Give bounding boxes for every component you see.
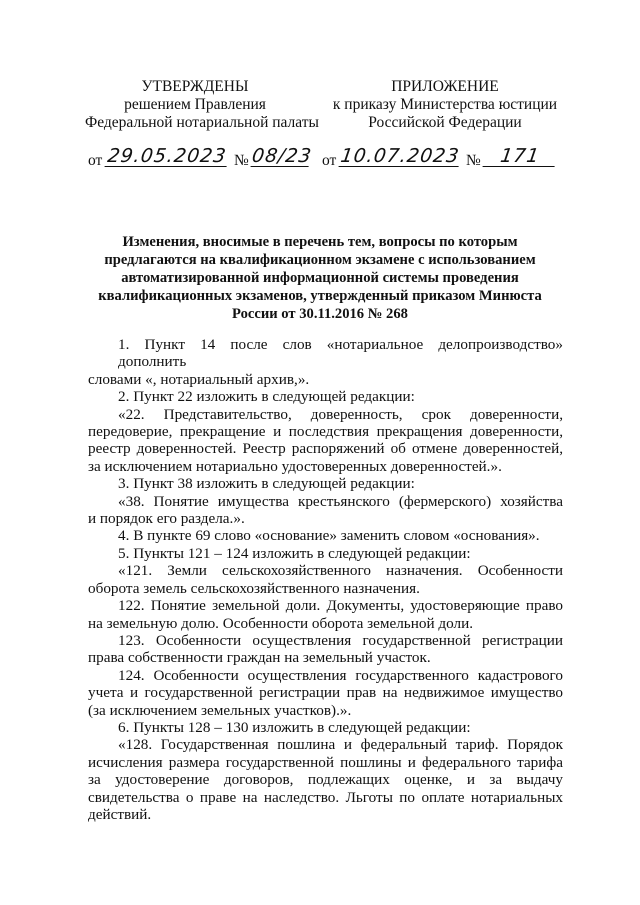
body-line: «128. Государственная пошлина и федеральный тариф. Порядок <box>118 736 563 754</box>
body-line: и порядок его раздела.». <box>88 510 245 528</box>
appendix-heading: ПРИЛОЖЕНИЕ <box>391 78 499 95</box>
body-line: 6. Пункты 128 – 130 изложить в следующей редакции: <box>118 718 471 736</box>
body-line: на земельную долю. Особенности оборота земельной доли. <box>88 614 473 632</box>
title-line: квалификационных экзаменов, утвержденный приказом Минюста <box>98 288 542 304</box>
document-body <box>88 336 563 823</box>
title-line: Изменения, вносимые в перечень тем, вопросы по которым <box>122 234 518 250</box>
body-line: 4. В пункте 69 слово «основание» заменить словом «основания». <box>118 527 540 545</box>
body-line: за исключением нотариально удостоверенных доверенностей.». <box>88 457 502 475</box>
body-line: 124. Особенности осуществления государственного кадастрового <box>118 666 563 684</box>
date-line <box>0 146 640 168</box>
number-prefix: № <box>466 152 481 169</box>
date-prefix: от <box>322 152 337 169</box>
approval-heading: УТВЕРЖДЕНЫ <box>141 78 249 95</box>
body-line: 5. Пункты 121 – 124 изложить в следующей редакции: <box>118 544 471 562</box>
body-line: передоверие, прекращение и последствия прекращения доверенности, <box>88 423 563 441</box>
approval-line: решением Правления <box>124 96 266 113</box>
body-line: «38. Понятие имущества крестьянского (фермерского) хозяйства <box>118 492 563 510</box>
body-line: «22. Представительство, доверенность, срок доверенности, <box>118 405 563 423</box>
title-line: автоматизированной информационной системы проведения <box>121 270 519 286</box>
body-line: (за исключением земельных участков).». <box>88 701 352 719</box>
appendix-line: Российской Федерации <box>368 114 522 131</box>
body-line: 2. Пункт 22 изложить в следующей редакции: <box>118 388 415 406</box>
body-line: 122. Понятие земельной доли. Документы, удостоверяющие право <box>118 597 563 615</box>
order-number: 171 <box>483 146 558 167</box>
appendix-block <box>325 78 565 132</box>
body-line: оборота земель сельскохозяйственного назначения. <box>88 579 420 597</box>
body-line: исчисления размера государственной пошлины и федерального тарифа <box>88 753 563 771</box>
body-line: права собственности граждан на земельный участок. <box>88 649 431 667</box>
document-title <box>80 233 560 323</box>
body-line: словами «, нотариальный архив,». <box>88 370 310 388</box>
approval-block <box>85 78 319 132</box>
body-line: 123. Особенности осуществления государственной регистрации <box>118 631 563 649</box>
title-line: предлагаются на квалификационном экзамене с использованием <box>104 252 536 268</box>
date-prefix: от <box>88 152 103 169</box>
title-line: России от 30.11.2016 № 268 <box>232 306 408 322</box>
number-prefix: № <box>234 152 249 169</box>
approval-number: 08/23 <box>250 145 314 167</box>
body-line: свидетельства о праве на наследство. Льготы по оплате нотариальных <box>88 788 563 806</box>
approval-line: Федеральной нотариальной палаты <box>85 114 319 131</box>
body-line: 1. Пункт 14 после слов «нотариальное делопроизводство» дополнить <box>118 336 563 371</box>
body-line: учета и государственной регистрации прав на недвижимое имущество <box>88 684 563 702</box>
body-line: за удостоверение договоров, подлежащих оценке, и за выдачу <box>88 771 563 789</box>
body-line: действий. <box>88 805 152 823</box>
body-line: реестр доверенностей. Реестр распоряжений об отмене доверенностей, <box>88 440 563 458</box>
body-line: «121. Земли сельскохозяйственного назначения. Особенности <box>118 562 563 580</box>
order-date: 10.07.2023 <box>339 145 462 167</box>
approval-date: 29.05.2023 <box>106 145 229 167</box>
appendix-line: к приказу Министерства юстиции <box>332 96 558 113</box>
body-line: 3. Пункт 38 изложить в следующей редакции: <box>118 475 415 493</box>
